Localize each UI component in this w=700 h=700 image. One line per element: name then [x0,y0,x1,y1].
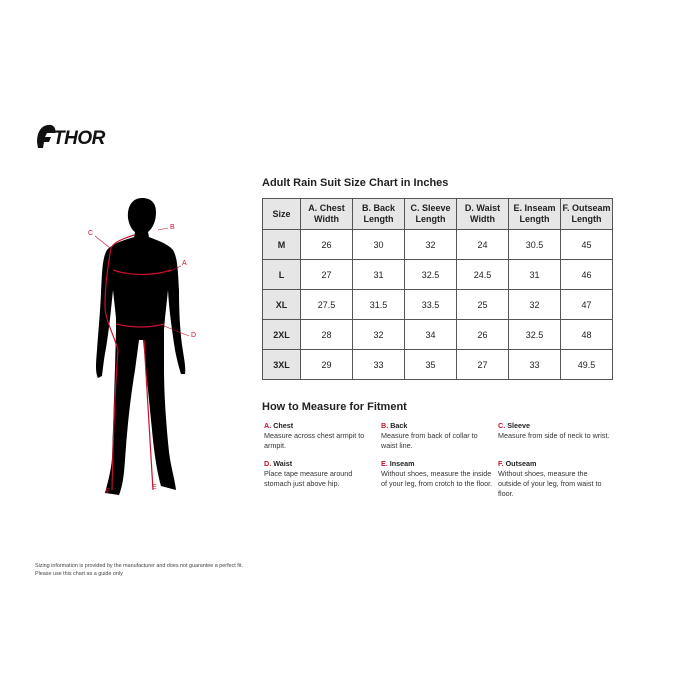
measure-outseam [498,459,610,499]
table-cell: 45 [561,230,613,260]
size-cell: 2XL [263,320,301,350]
table-cell: 35 [405,350,457,380]
header-waist-width: D. Waist Width [457,199,509,230]
thor-logo [35,122,117,154]
measure-name: Inseam [389,459,415,468]
table-cell: 30 [353,230,405,260]
table-cell: 27 [457,350,509,380]
table-cell: 33 [353,350,405,380]
table-cell: 31 [509,260,561,290]
table-row [263,260,613,290]
table-cell: 32 [405,230,457,260]
table-cell: 25 [457,290,509,320]
size-cell: 3XL [263,350,301,380]
header-size: Size [263,199,301,230]
size-cell: L [263,260,301,290]
header-sleeve-length: C. Sleeve Length [405,199,457,230]
table-cell: 31.5 [353,290,405,320]
table-cell: 24 [457,230,509,260]
table-cell: 27 [301,260,353,290]
measure-name: Outseam [505,459,537,468]
measure-text: Measure from side of neck to wrist. [498,431,610,440]
table-cell: 32 [509,290,561,320]
measure-text: Without shoes, measure the outside of your leg, from waist to floor. [498,469,602,498]
table-row [263,230,613,260]
measure-label [381,459,493,469]
table-row [263,350,613,380]
disclaimer-line-2: Please use this chart as a guide only [35,570,123,577]
table-cell: 32.5 [509,320,561,350]
table-row [263,290,613,320]
table-cell: 31 [353,260,405,290]
table-cell: 27.5 [301,290,353,320]
size-chart-table [262,198,613,380]
header-inseam-length: E. Inseam Length [509,199,561,230]
figure-label-f: F [106,488,111,495]
figure-label-c: C [88,230,94,237]
table-cell: 46 [561,260,613,290]
measure-label [381,421,493,431]
table-cell: 32.5 [405,260,457,290]
table-cell: 48 [561,320,613,350]
measure-inseam [381,459,493,489]
size-chart-title: Adult Rain Suit Size Chart in Inches [262,177,449,189]
header-chest-width: A. Chest Width [301,199,353,230]
size-cell: XL [263,290,301,320]
figure-label-b: B [170,224,175,231]
measure-letter: B. [381,421,389,430]
table-header-row [263,199,613,230]
header-outseam-length: F. Outseam Length [561,199,613,230]
table-cell: 34 [405,320,457,350]
table-cell: 24.5 [457,260,509,290]
measure-chest [264,421,376,451]
fitment-title: How to Measure for Fitment [262,401,407,413]
figure-label-d: D [191,332,197,339]
measure-letter: F. [498,459,504,468]
figure-label-e: E [152,484,157,491]
measure-label [264,459,376,469]
table-cell: 28 [301,320,353,350]
measure-back [381,421,493,451]
table-cell: 49.5 [561,350,613,380]
disclaimer-line-1: Sizing information is provided by the manufacturer and does not guarantee a perfect fit. [35,563,243,569]
measure-waist [264,459,376,489]
measure-name: Chest [273,421,294,430]
figure-label-a: A [182,260,187,267]
table-cell: 26 [457,320,509,350]
table-row [263,320,613,350]
measure-name: Waist [273,459,293,468]
measure-name: Back [390,421,408,430]
measure-label [264,421,376,431]
measure-letter: A. [264,421,272,430]
table-cell: 32 [353,320,405,350]
table-cell: 47 [561,290,613,320]
size-cell: M [263,230,301,260]
measure-text: Without shoes, measure the inside of your leg, from crotch to the floor. [381,469,493,488]
measure-letter: D. [264,459,272,468]
measure-letter: E. [381,459,388,468]
table-cell: 33 [509,350,561,380]
measure-label [498,459,610,469]
header-back-length: B. Back Length [353,199,405,230]
table-cell: 30.5 [509,230,561,260]
measurement-figure-image [80,190,210,500]
measure-label [498,421,610,431]
brand-name: THOR [53,128,105,149]
table-cell: 26 [301,230,353,260]
disclaimer [35,563,275,578]
measure-sleeve [498,421,610,441]
measure-text: Place tape measure around stomach just above hip. [264,469,353,488]
measure-letter: C. [498,421,506,430]
measure-text: Measure across chest armpit to armpit. [264,431,365,450]
table-cell: 33.5 [405,290,457,320]
measure-text: Measure from back of collar to waist line. [381,431,478,450]
measure-name: Sleeve [507,421,530,430]
body-silhouette [80,190,210,500]
table-cell: 29 [301,350,353,380]
